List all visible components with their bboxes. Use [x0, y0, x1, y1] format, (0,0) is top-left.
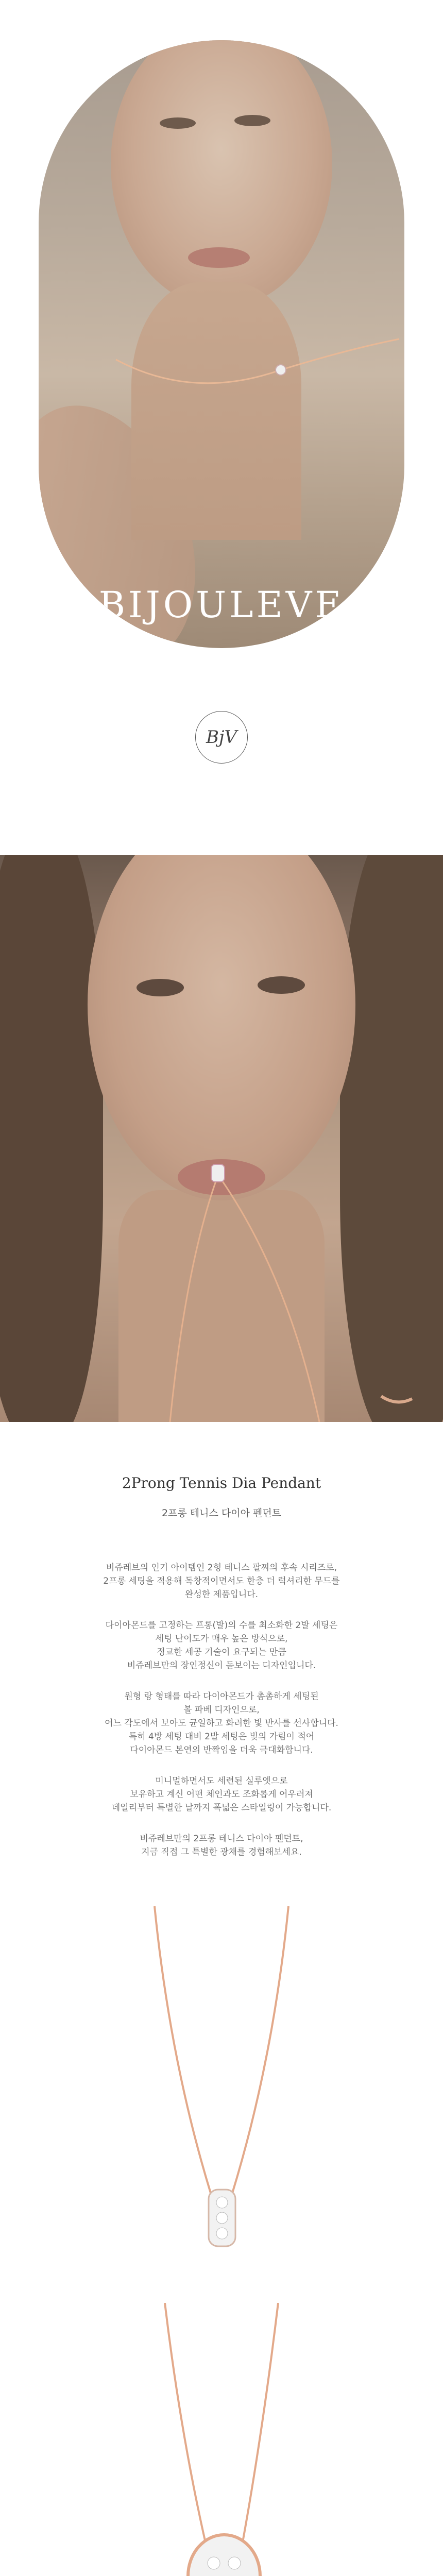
necklace-chain: [39, 40, 404, 648]
product-image-front: [0, 1906, 443, 2267]
product-subtitle: 2프롱 테니스 다이아 펜던트: [161, 1507, 282, 1519]
description-paragraph: 비쥬레브의 인기 아이템인 2헝 테니스 팔찌의 후속 시리즈로, 2프롱 세팅을 적용해 독창적이면서도 한층 더 럭셔리한 무드를 완성한 제품입니다.: [103, 1563, 340, 1600]
description-paragraph: 미니멀하면서도 세련된 실루엣으로 보유하고 계신 어떤 체인과도 조화롭게 어우러져 데일리부터 특별한 날까지 폭넓은 스타일링이 가능합니다.: [111, 1776, 332, 1813]
description-paragraph: 다이아몬드를 고정하는 프롱(발)의 수를 최소화한 2발 세팅은 세팅 난이도가 매우 높은 방식으로, 정교한 세공 기술이 요구되는 만큼 비쥬레브만의 장인정신이 돋보이는 디자인입니다.: [105, 1620, 338, 1671]
hero-section: [0, 0, 443, 670]
monogram-logo: BjV: [195, 711, 248, 764]
pendant-in-mouth: [0, 855, 443, 1422]
description-paragraph: 원형 랑 형태를 따라 다이아몬드가 촘촘하게 세팅된 볼 파베 디자인으로, 어느 각도에서 보아도 균일하고 화려한 빛 반사를 선사합니다. 특히 4방 세팅 대비 2발 세팅은 빛의 가림이 적어 다이아몬드 본연의 반짝임을 더욱 극대화합니다.: [105, 1691, 338, 1755]
product-title: 2Prong Tennis Dia Pendant: [122, 1475, 321, 1492]
monogram: [0, 711, 443, 764]
product-description: [0, 1561, 443, 1876]
description-paragraph: 비쥬레브만의 2프롱 테니스 다이아 펜던트, 지금 직접 그 특별한 광채를 경험해보세요.: [140, 1834, 303, 1857]
brand-logo: BIJOULEVE: [98, 584, 345, 626]
product-image-side: [0, 2303, 443, 2576]
model-photo: [0, 855, 443, 1422]
hero-image: [39, 40, 404, 648]
